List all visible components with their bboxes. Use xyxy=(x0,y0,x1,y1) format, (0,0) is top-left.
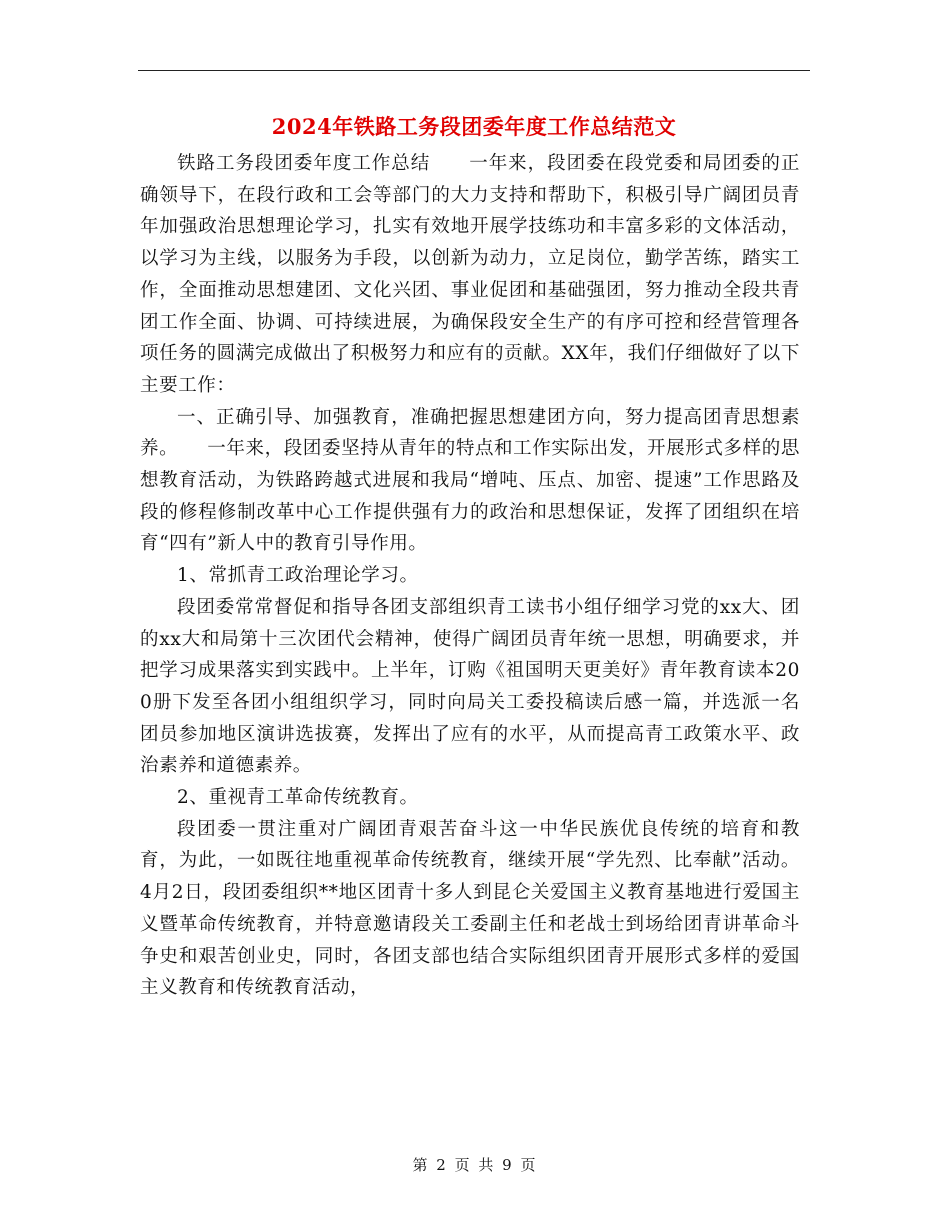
header-rule xyxy=(138,70,810,71)
paragraph-intro: 铁路工务段团委年度工作总结 一年来，段团委在段党委和局团委的正确领导下，在段行政和工会等部门的大力支持和帮助下，积极引导广阔团员青年加强政治思想理论学习，扎实有效地开展学技练功和丰富多彩的文体活动，以学习为主线，以服务为手段，以创新为动力，立足岗位，勤学苦练，踏实工作，全面推动思想建团、文化兴团、事业促团和基础强团，努力推动全段共青团工作全面、协调、可持续进展，为确保段安全生产的有序可控和经营管理各项任务的圆满完成做出了积极努力和应有的贡献。XX年，我们仔细做好了以下主要工作： xyxy=(140,153,800,396)
paragraph-section-one: 一、正确引导、加强教育，准确把握思想建团方向，努力提高团青思想素养。 一年来，段团委坚持从青年的特点和工作实际出发，开展形式多样的思想教育活动，为铁路跨越式进展和我局“增吨、压点、加密、提速”工作思路及段的修程修制改革中心工作提供强有力的政治和思想保证，发挥了团组织在培育“四有”新人中的教育引导作用。 xyxy=(140,406,800,555)
paragraph-item-1-body: 段团委常常督促和指导各团支部组织青工读书小组仔细学习党的xx大、团的xx大和局第十三次团代会精神，使得广阔团员青年统一思想，明确要求，并把学习成果落实到实践中。上半年，订购《祖国明天更美好》青年教育读本200册下发至各团小组组织学习，同时向局关工委投稿读后感一篇，并选派一名团员参加地区演讲选拔赛，发挥出了应有的水平，从而提高青工政策水平、政治素养和道德素养。 xyxy=(140,596,800,777)
paragraph-item-2-body: 段团委一贯注重对广阔团青艰苦奋斗这一中华民族优良传统的培育和教育，为此，一如既往地重视革命传统教育，继续开展“学先烈、比奉献”活动。4月2日，段团委组织**地区团青十多人到昆仑关爱国主义教育基地进行爱国主义暨革命传统教育，并特意邀请段关工委副主任和老战士到场给团青讲革命斗争史和艰苦创业史，同时，各团支部也结合实际组织团青开展形式多样的爱国主义教育和传统教育活动， xyxy=(140,818,800,999)
paragraph-item-1-heading: 1、常抓青工政治理论学习。 xyxy=(177,565,419,587)
paragraph-item-2-heading: 2、重视青工革命传统教育。 xyxy=(177,787,419,809)
document-body xyxy=(140,148,800,1004)
document-title: 2024年铁路工务段团委年度工作总结范文 xyxy=(271,114,677,139)
page-number: 第 2 页 共 9 页 xyxy=(412,1156,538,1174)
